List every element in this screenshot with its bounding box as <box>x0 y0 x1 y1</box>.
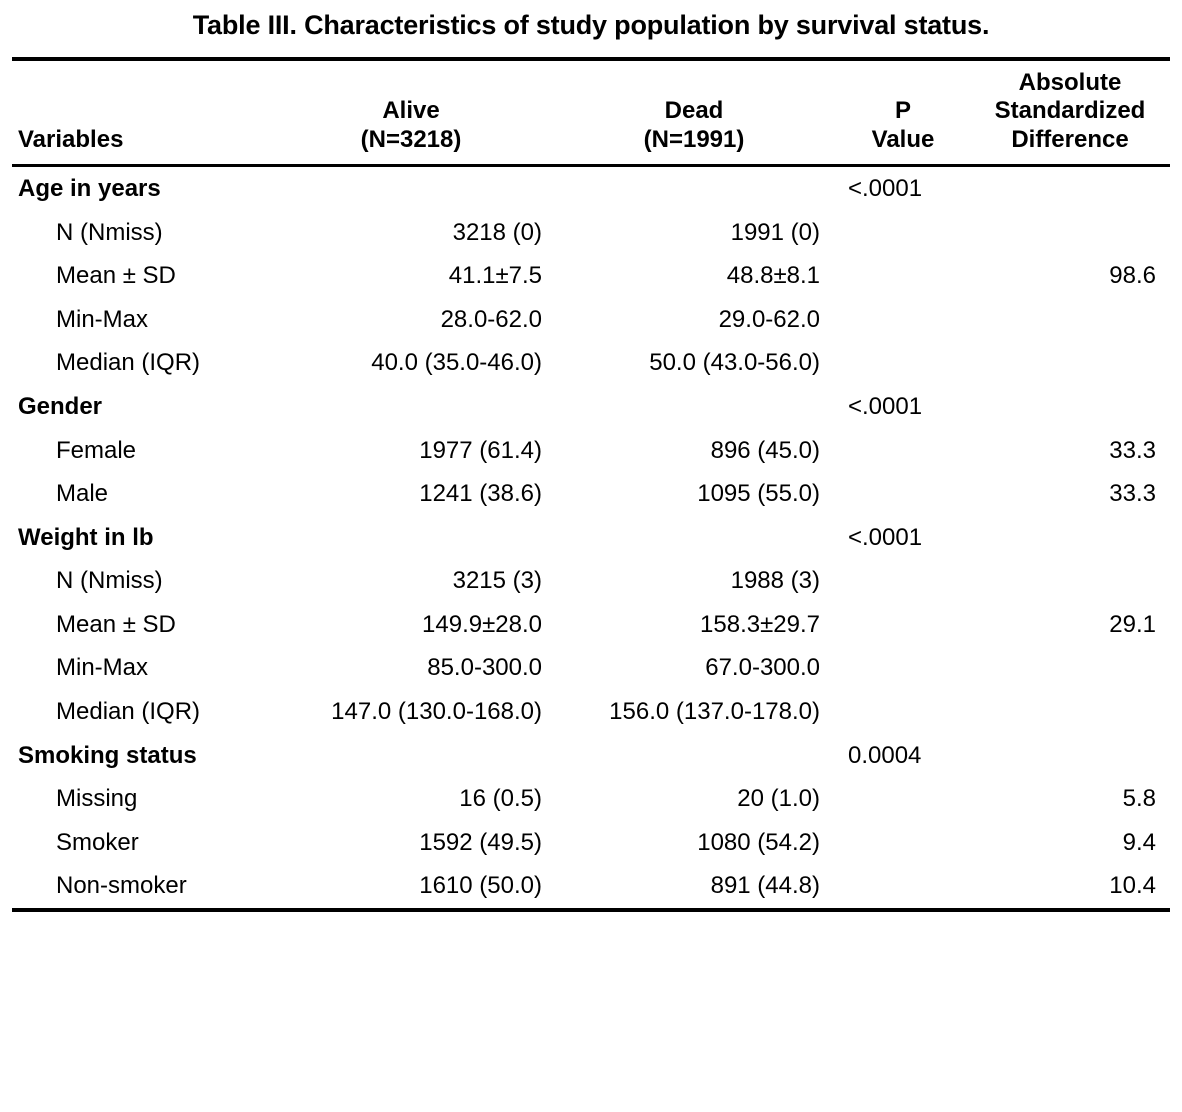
cell-absolute-standardized-difference <box>976 516 1170 560</box>
column-header-asd-line3: Difference <box>1011 125 1129 153</box>
table-row <box>12 472 1170 516</box>
cell-p-value <box>836 690 976 734</box>
cell-alive: 40.0 (35.0-46.0) <box>371 349 542 377</box>
table-body <box>12 165 1170 908</box>
column-header-variables-label: Variables <box>18 125 124 153</box>
cell-p-value <box>836 603 976 647</box>
cell-absolute-standardized-difference: 33.3 <box>1109 480 1156 508</box>
row-sub-label: Median (IQR) <box>56 349 201 377</box>
cell-alive: 85.0-300.0 <box>427 654 542 682</box>
column-header-asd-line1: Absolute <box>1018 69 1122 96</box>
cell-dead: 1080 (54.2) <box>697 828 820 856</box>
cell-alive: 3218 (0) <box>452 218 542 246</box>
cell-p-value: <.0001 <box>848 392 923 420</box>
cell-alive: 149.9±28.0 <box>422 610 542 638</box>
column-header-absolute-standardized-difference <box>976 59 1170 165</box>
table-row <box>12 341 1170 385</box>
row-sub-label: Min-Max <box>56 654 149 682</box>
row-group-label: Age in years <box>12 165 270 210</box>
cell-alive: 1977 (61.4) <box>419 436 542 464</box>
table-row <box>12 559 1170 603</box>
cell-alive: 16 (0.5) <box>459 785 542 813</box>
row-sub-label: Female <box>56 436 137 464</box>
cell-p-value: <.0001 <box>836 165 976 210</box>
row-group-label: Weight in lb <box>18 523 154 551</box>
cell-absolute-standardized-difference <box>976 341 1170 385</box>
row-group-label: Gender <box>18 392 103 420</box>
column-header-dead <box>558 59 836 165</box>
cell-alive: 147.0 (130.0-168.0) <box>331 698 542 726</box>
cell-p-value <box>836 821 976 865</box>
column-header-variables <box>12 59 270 165</box>
table-row <box>12 211 1170 255</box>
table-row <box>12 690 1170 734</box>
cell-alive <box>270 385 558 429</box>
cell-p-value <box>836 429 976 473</box>
cell-alive <box>270 165 558 210</box>
cell-absolute-standardized-difference: 29.1 <box>1109 610 1156 638</box>
row-sub-label: Mean ± SD <box>56 610 176 638</box>
cell-absolute-standardized-difference <box>976 385 1170 429</box>
column-header-p-line2: Value <box>871 125 935 153</box>
cell-alive: 1610 (50.0) <box>419 872 542 900</box>
characteristics-table <box>12 57 1170 908</box>
cell-dead: 50.0 (43.0-56.0) <box>649 349 820 377</box>
table-row <box>12 385 1170 429</box>
cell-dead: 20 (1.0) <box>737 785 820 813</box>
cell-p-value <box>836 559 976 603</box>
column-header-dead-label: Dead <box>664 97 724 125</box>
cell-dead <box>558 385 836 429</box>
cell-alive: 41.1±7.5 <box>448 262 542 290</box>
table-header-row <box>12 59 1170 165</box>
column-header-dead-count: (N=1991) <box>643 125 745 153</box>
table-row <box>12 864 1170 908</box>
table-bottom-rule <box>12 908 1170 912</box>
table-row <box>12 734 1170 778</box>
cell-p-value: <.0001 <box>848 523 923 551</box>
table-row <box>12 254 1170 298</box>
column-header-p-value <box>836 59 976 165</box>
row-sub-label: Non-smoker <box>56 872 187 900</box>
row-sub-label: Smoker <box>56 828 139 856</box>
table-row <box>12 821 1170 865</box>
cell-absolute-standardized-difference: 9.4 <box>1122 828 1156 856</box>
table-row <box>12 165 1170 210</box>
cell-absolute-standardized-difference <box>976 734 1170 778</box>
row-group-label: Smoking status <box>18 741 197 769</box>
cell-alive: 3215 (3) <box>452 567 542 595</box>
cell-p-value <box>836 254 976 298</box>
cell-p-value: 0.0004 <box>848 741 922 769</box>
table-row <box>12 777 1170 821</box>
cell-dead: 48.8±8.1 <box>726 262 820 290</box>
column-header-asd-line2: Standardized <box>994 97 1146 125</box>
cell-p-value <box>836 864 976 908</box>
cell-dead <box>558 165 836 210</box>
cell-dead: 29.0-62.0 <box>718 305 820 333</box>
cell-p-value <box>836 341 976 385</box>
row-sub-label: N (Nmiss) <box>56 218 163 246</box>
cell-alive: 1241 (38.6) <box>419 480 542 508</box>
row-sub-label: Male <box>56 480 109 508</box>
table-row <box>12 516 1170 560</box>
cell-absolute-standardized-difference <box>976 211 1170 255</box>
cell-p-value <box>836 777 976 821</box>
table-row <box>12 646 1170 690</box>
table-row <box>12 429 1170 473</box>
cell-alive: 1592 (49.5) <box>419 828 542 856</box>
cell-absolute-standardized-difference <box>976 690 1170 734</box>
cell-dead: 158.3±29.7 <box>700 610 820 638</box>
cell-dead: 896 (45.0) <box>710 436 820 464</box>
table-row <box>12 298 1170 342</box>
cell-dead: 67.0-300.0 <box>705 654 820 682</box>
table-header <box>12 59 1170 165</box>
cell-absolute-standardized-difference: 5.8 <box>1122 785 1156 813</box>
cell-absolute-standardized-difference <box>976 165 1170 210</box>
cell-dead: 1095 (55.0) <box>697 480 820 508</box>
cell-p-value <box>836 472 976 516</box>
column-header-alive <box>270 59 558 165</box>
cell-dead: 891 (44.8) <box>710 872 820 900</box>
cell-absolute-standardized-difference <box>976 646 1170 690</box>
cell-p-value <box>836 211 976 255</box>
page-title: Table III. Characteristics of study population by survival status. <box>192 10 990 40</box>
column-header-alive-count: (N=3218) <box>360 125 462 153</box>
cell-dead <box>558 516 836 560</box>
row-sub-label: N (Nmiss) <box>56 567 163 595</box>
cell-alive: 28.0-62.0 <box>440 305 542 333</box>
column-header-alive-label: Alive <box>382 97 440 125</box>
cell-dead: 156.0 (137.0-178.0) <box>609 698 820 726</box>
cell-p-value <box>836 646 976 690</box>
cell-dead: 1988 (3) <box>730 567 820 595</box>
row-sub-label: Min-Max <box>56 305 149 333</box>
cell-absolute-standardized-difference: 98.6 <box>1109 262 1156 290</box>
cell-dead <box>558 734 836 778</box>
cell-p-value <box>836 298 976 342</box>
cell-absolute-standardized-difference <box>976 559 1170 603</box>
cell-alive <box>270 734 558 778</box>
row-sub-label: Mean ± SD <box>56 262 176 290</box>
cell-absolute-standardized-difference: 10.4 <box>1109 872 1156 900</box>
table-row <box>12 603 1170 647</box>
row-sub-label: Median (IQR) <box>56 698 201 726</box>
cell-absolute-standardized-difference <box>976 298 1170 342</box>
cell-absolute-standardized-difference: 33.3 <box>1109 436 1156 464</box>
cell-alive <box>270 516 558 560</box>
column-header-p-line1: P <box>894 97 911 125</box>
row-sub-label: Missing <box>56 785 138 813</box>
cell-dead: 1991 (0) <box>730 218 820 246</box>
